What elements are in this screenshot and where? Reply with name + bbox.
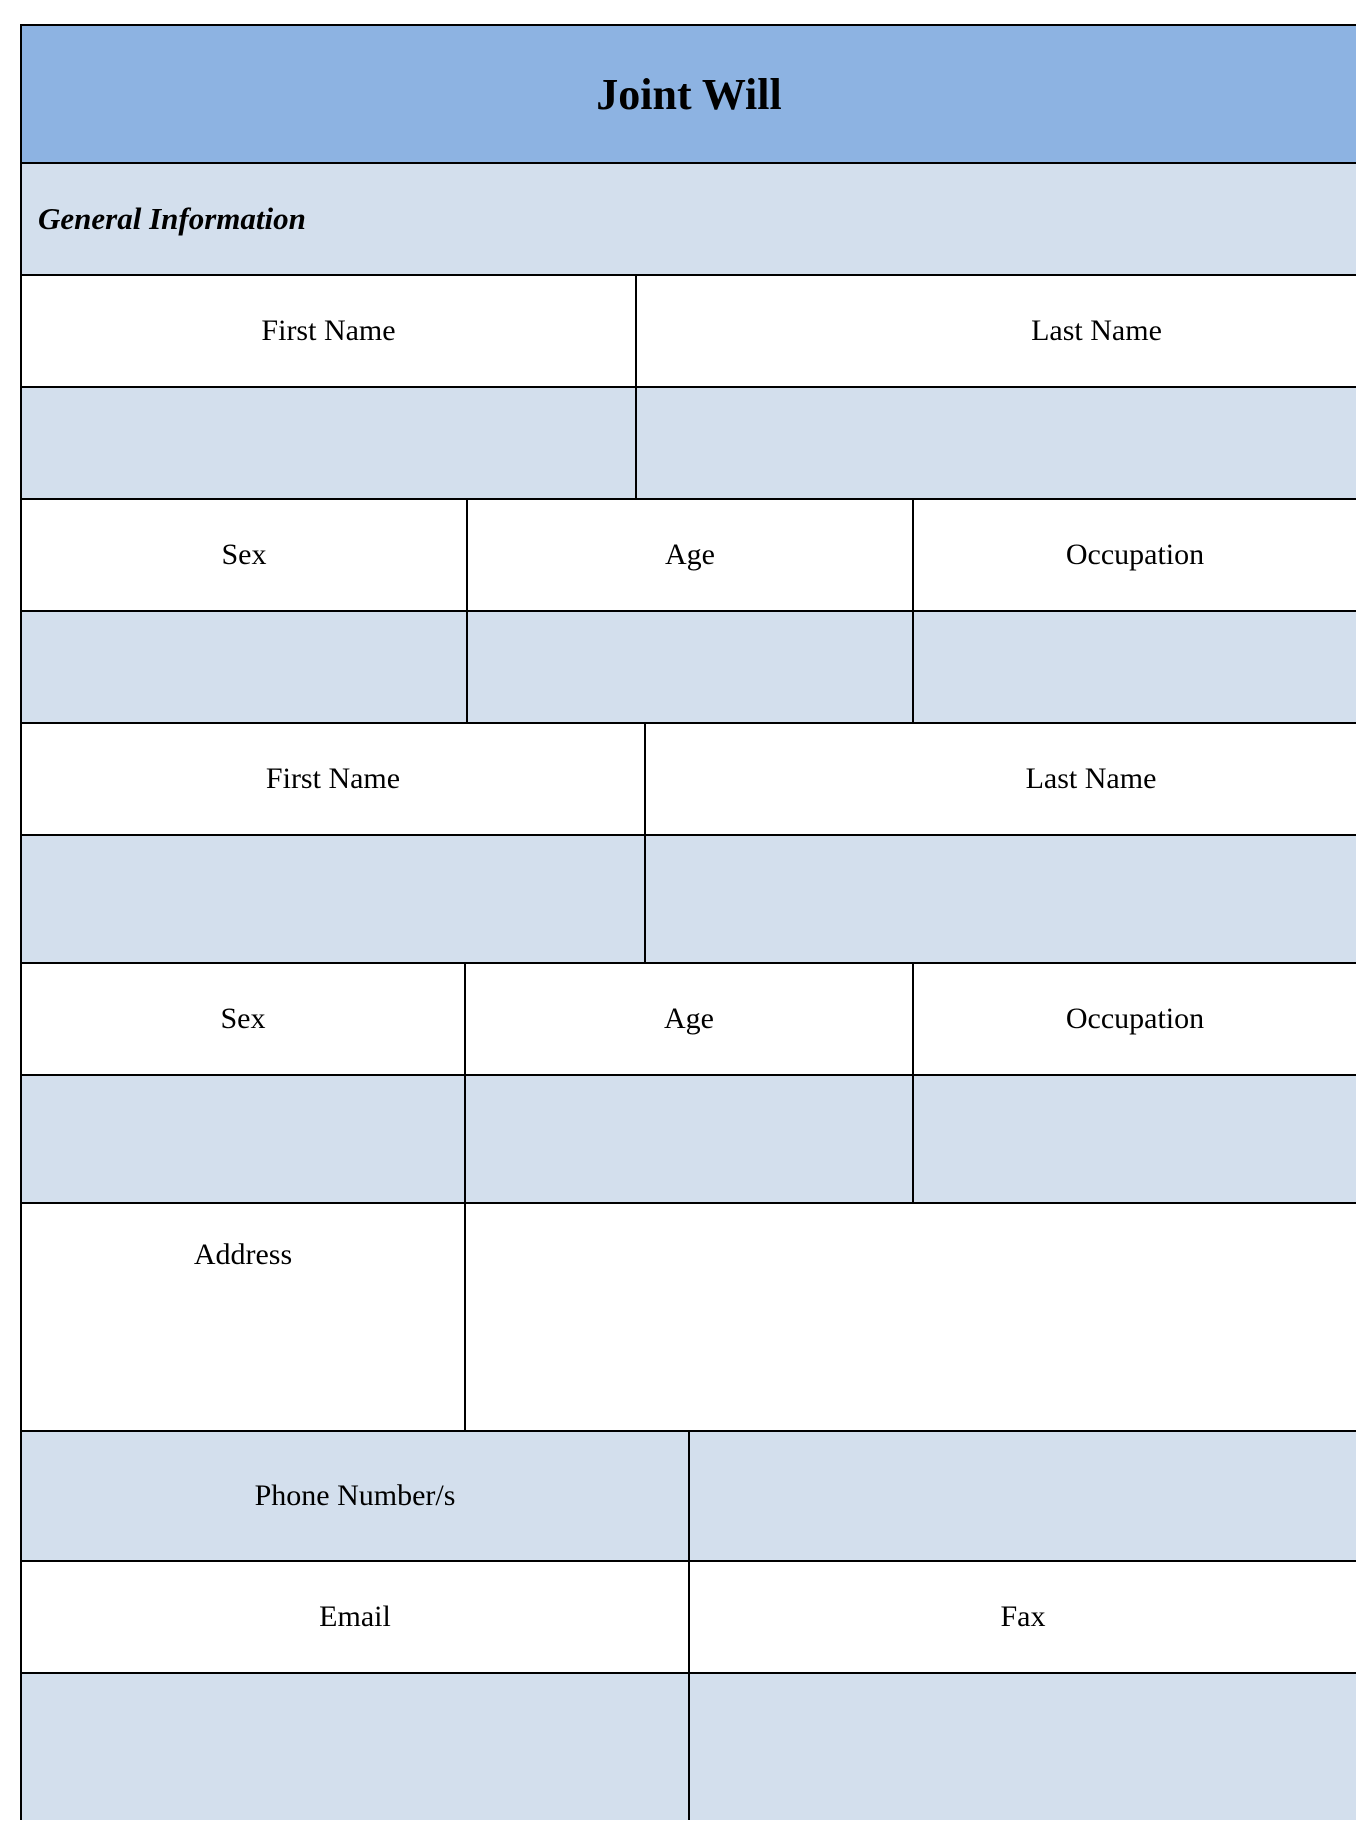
- age-field[interactable]: [466, 610, 912, 722]
- age-label: Age: [466, 498, 912, 610]
- last-name-field[interactable]: [635, 386, 1356, 498]
- section-heading: General Information: [20, 162, 1356, 274]
- first-name-field[interactable]: [20, 386, 635, 498]
- last-name-field[interactable]: [644, 834, 1356, 962]
- sex-label: Sex: [20, 962, 464, 1074]
- occupation-field[interactable]: [912, 1074, 1356, 1202]
- first-name-field[interactable]: [20, 834, 644, 962]
- last-name-label: Last Name: [635, 274, 1356, 386]
- age-label: Age: [464, 962, 912, 1074]
- age-field[interactable]: [464, 1074, 912, 1202]
- joint-will-form: [20, 24, 1356, 1820]
- address-label: Address: [20, 1202, 464, 1430]
- first-name-label: First Name: [20, 722, 644, 834]
- address-field[interactable]: [464, 1202, 1356, 1430]
- last-name-label: Last Name: [644, 722, 1356, 834]
- sex-label: Sex: [20, 498, 466, 610]
- sex-field[interactable]: [20, 610, 466, 722]
- occupation-label: Occupation: [912, 498, 1356, 610]
- sex-field[interactable]: [20, 1074, 464, 1202]
- form-title: Joint Will: [20, 24, 1356, 162]
- email-label: Email: [20, 1560, 688, 1672]
- fax-label: Fax: [688, 1560, 1356, 1672]
- occupation-label: Occupation: [912, 962, 1356, 1074]
- email-field[interactable]: [20, 1672, 688, 1820]
- first-name-label: First Name: [20, 274, 635, 386]
- fax-field[interactable]: [688, 1672, 1356, 1820]
- phone-field[interactable]: [688, 1430, 1356, 1560]
- phone-label: Phone Number/s: [20, 1430, 688, 1560]
- occupation-field[interactable]: [912, 610, 1356, 722]
